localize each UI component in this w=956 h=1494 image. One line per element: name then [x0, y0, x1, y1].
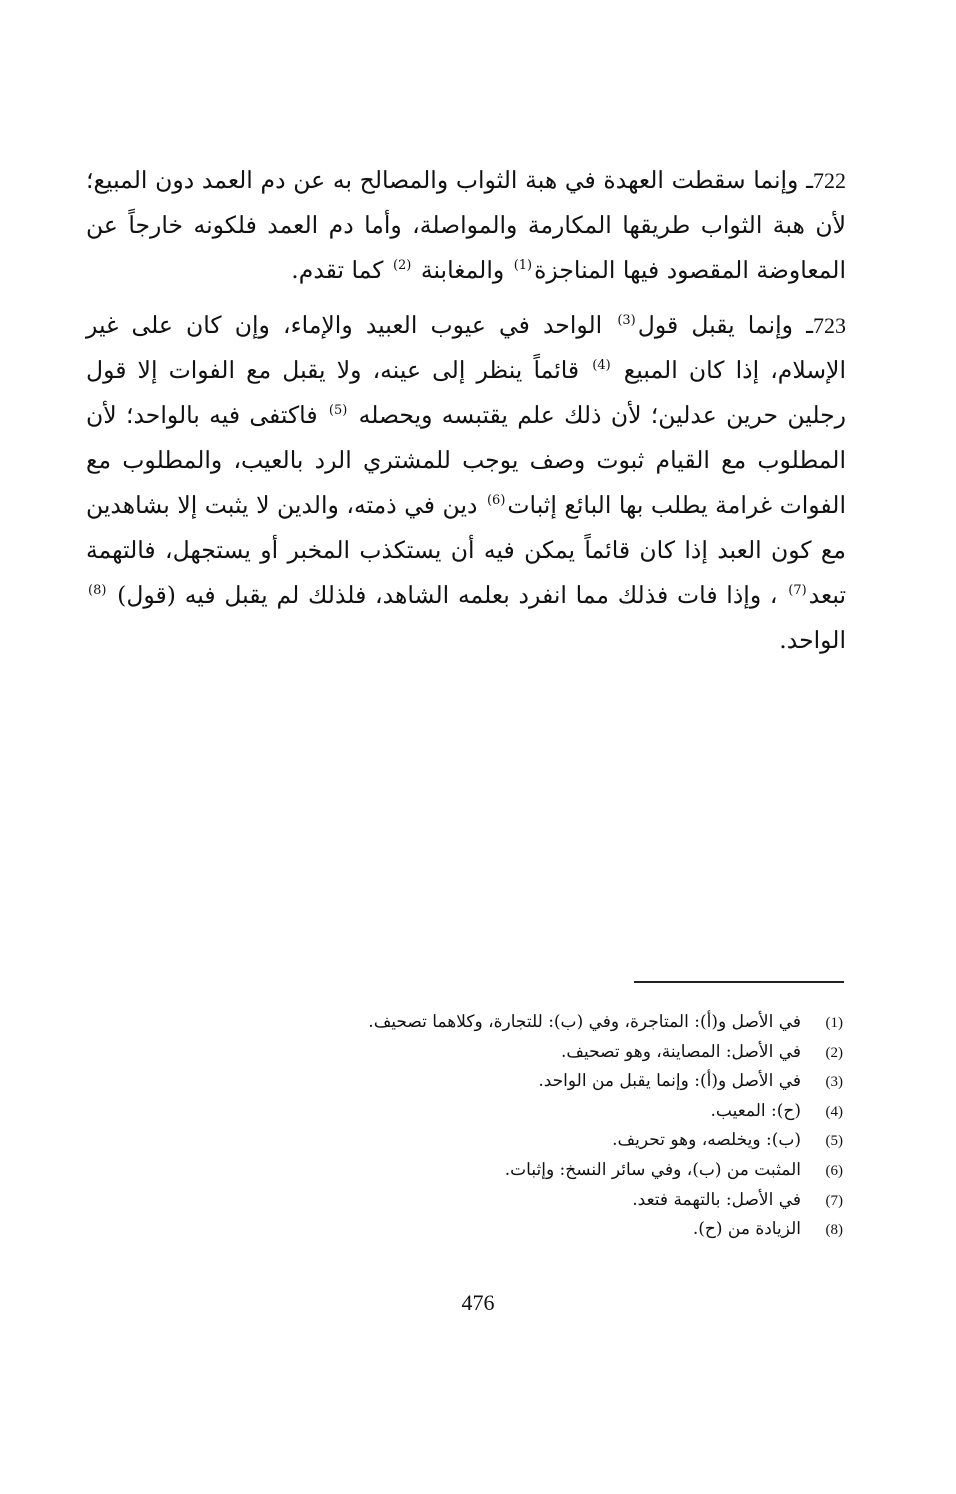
footnote-marker: (8) — [88, 583, 107, 598]
main-text — [86, 158, 846, 673]
footnote-item — [200, 1156, 843, 1186]
footnote-number: (8) — [825, 1222, 843, 1239]
footnote-separator — [634, 981, 844, 983]
footnote-marker: (3) — [617, 313, 636, 328]
paragraph — [86, 158, 846, 293]
footnote-marker: (4) — [592, 358, 611, 373]
paragraph-text: فاكتفى فيه بالواحد؛ لأن المطلوب مع القيام ثبوت وصف يوجب للمشتري الرد بالعيب، والمطلوب مع الفوات غرامة يطلب بها البائع إثبات — [86, 401, 846, 519]
footnote-marker: (2) — [392, 258, 412, 273]
footnote-item — [200, 1097, 843, 1127]
footnote-number: (6) — [825, 1162, 843, 1179]
footnote-item — [200, 1038, 843, 1068]
footnote-number: (7) — [825, 1192, 843, 1209]
paragraph-text: كما تقدم. — [291, 256, 391, 284]
paragraph — [86, 303, 846, 663]
paragraph-number: 722 — [813, 168, 846, 193]
footnote-item — [200, 1126, 843, 1156]
footnote-marker: (5) — [328, 403, 348, 418]
page-number: 476 — [461, 1290, 495, 1315]
footnote-number: (5) — [825, 1133, 843, 1150]
footnote-number: (4) — [825, 1103, 843, 1120]
footnote-item — [200, 1008, 843, 1038]
paragraph-text: دين في ذمته، والدين لا يثبت إلا بشاهدين مع كون العبد إذا كان قائماً يمكن فيه أن يستكذب المخبر أو يستجهل، فالتهمة تبعد — [86, 491, 846, 609]
paragraph-text: ـ وإنما يقبل قول — [637, 311, 813, 339]
paragraph-text: ـ وإنما سقطت العهدة في هبة الثواب والمصالح به عن دم العمد دون المبيع؛ لأن هبة الثواب طريقها المكارمة والمواصلة، وأما دم العمد فلكونه خارجاً عن المعاوضة المقصود فيها المناجزة — [86, 166, 846, 284]
footnote-text: في الأصل: بالتهمة فتعد. — [632, 1189, 801, 1210]
footnote-item — [200, 1186, 843, 1216]
footnote-text: (ب): ويخلصه، وهو تحريف. — [612, 1130, 801, 1151]
footnote-marker: (1) — [513, 258, 533, 273]
footnote-marker: (6) — [486, 493, 506, 508]
footnote-number: (1) — [825, 1015, 843, 1031]
footnote-number: (2) — [825, 1044, 843, 1061]
footnote-number: (3) — [825, 1074, 843, 1091]
footnote-text: في الأصل و(أ): وإنما يقبل من الواحد. — [538, 1071, 801, 1092]
footnotes-list — [200, 1008, 843, 1245]
paragraph-text: الواحد. — [779, 626, 846, 654]
footnote-text: في الأصل و(أ): المتاجرة، وفي (ب): للتجارة، وكلاهما تصحيف. — [368, 1012, 801, 1032]
footnote-text: الزيادة من (ح). — [692, 1219, 801, 1240]
footnote-item — [200, 1215, 843, 1245]
paragraph-text: ، وإذا فات فذلك مما انفرد بعلمه الشاهد، فلذلك لم يقبل فيه (قول) — [108, 581, 787, 609]
footnote-text: في الأصل: المصاينة، وهو تصحيف. — [560, 1041, 801, 1062]
footnote-item — [200, 1067, 843, 1097]
footnote-text: المثبت من (ب)، وفي سائر النسخ: وإثبات. — [504, 1159, 801, 1180]
paragraph-number: 723 — [813, 313, 846, 338]
paragraph-text: والمغابنة — [413, 256, 512, 284]
paragraph-text: قائماً ينظر إلى عينه، ولا يقبل مع الفوات إلا قول رجلين حرين عدلين؛ لأن ذلك علم يقتبسه ويحصله — [86, 356, 846, 429]
footnote-marker: (7) — [788, 583, 807, 598]
paragraph-text: الواحد في عيوب العبيد والإماء، وإن كان على غير الإسلام، إذا كان المبيع — [86, 311, 846, 384]
footnote-text: (ح): المعيب. — [710, 1100, 801, 1121]
